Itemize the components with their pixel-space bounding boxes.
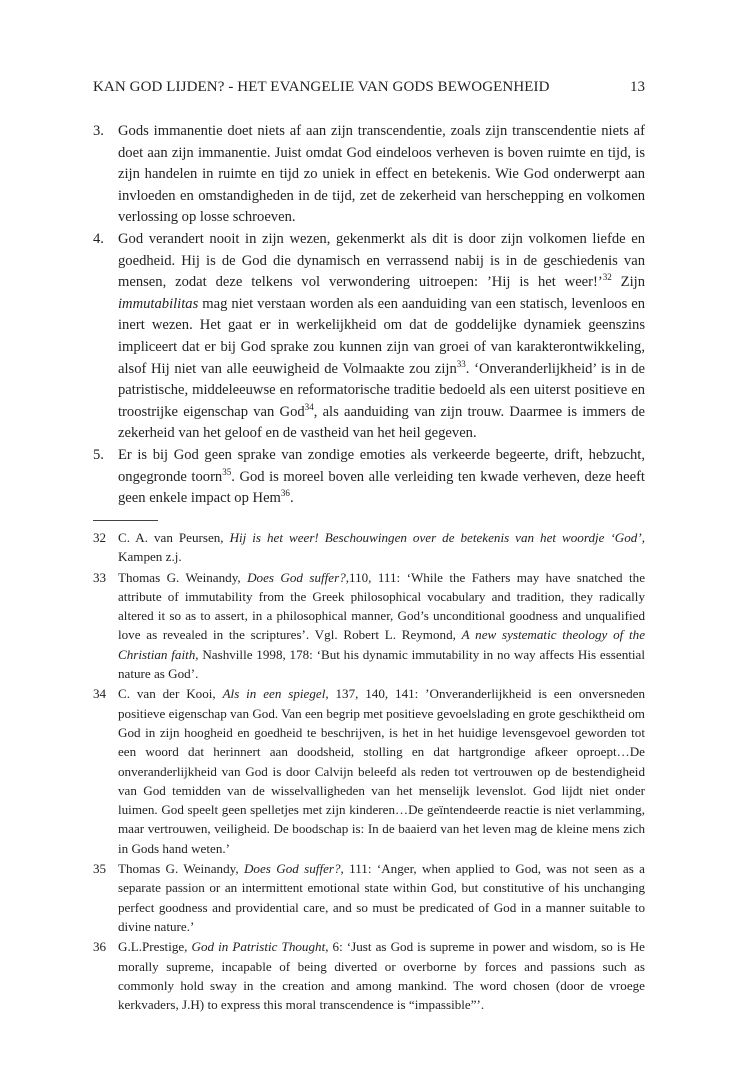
list-item-number: 3. — [93, 123, 104, 139]
footnote-text: , 137, 140, 141: ’Onveranderlijkheid is een onversneden positieve eigenschap van God. Van een begrip met positieve gevoelslading en grote geschiktheid om God in zijn hoogheid en goedheid te beschrijven, is het in het huidige levensgevoel geworden tot een woord dat herinnert aan doodsheid, stolling en dat hartgrondige afkeer oproept…De onveranderlijkheid van God is door Calvijn beleefd als reden tot vertrouwen op de bestendigheid van God temidden van de wisselvalligheden van het menselijk levenslot. God lijdt niet onder luimen. God speelt geen spelletjes met zijn kinderen…De geïntendeerde reactie is niet verlamming, maar vertrouwen, veiligheid. De boodschap is: In de baaierd van het leven mag de kleine mens zich in Gods hand weten.’ — [118, 686, 646, 856]
footnotes — [93, 528, 645, 1015]
list-item-text: . — [289, 490, 294, 507]
list-item-text: mag niet verstaan worden als een aanduiding van een statisch, levenloos en inert wezen. Het gaat er in werkelijkheid om dat de goddelijke dynamiek geenszins impliceert dat er bij God sprake zou kunnen zijn van groei of van karakterontwikkeling, alsof Hij niet van alle eeuwigheid de Volmaakte zou zijn — [118, 295, 645, 377]
footnote-title: Does God suffer?, — [247, 569, 350, 585]
footnote-title: A new systematic theology of the Christian faith, — [118, 627, 645, 662]
footnote — [93, 528, 645, 567]
footnote-title: God in Patristic Thought, — [191, 939, 329, 955]
list-item-emphasis: immutabilitas — [118, 295, 199, 312]
footnote — [93, 568, 645, 684]
list-item-text: . ‘Onveranderlijkheid’ is in de patristische, middeleeuwse en reformatorische traditie bedoeld als een uiterst positieve en troostrijke eigenschap van God — [118, 360, 645, 420]
footnote-title: Als in een spiegel — [222, 686, 326, 702]
list-item-text: , als aanduiding van zijn trouw. Daarmee is immers de zekerheid van het geloof en de vastheid van het heil gegeven. — [118, 403, 646, 442]
list-item-text: Gods immanentie doet niets af aan zijn transcendentie, zoals zijn transcendentie niets af doet aan zijn immanentie. Juist omdat God eindeloos verheven is boven ruimte en tijd, is zijn handelen in ruimte en tijd zo uniek in effect en betekenis. Wie God onderwerpt aan invloeden en omstandigheden in de tijd, zet de zekerheid van herschepping en volkomen verlossing op losse schroeven. — [118, 123, 645, 226]
footnote-title: Hij is het weer! Beschouwingen over de betekenis van het woordje ‘God’, — [229, 530, 645, 545]
list-item-text: Er is bij God geen sprake van zondige emoties als verkeerde begeerte, drift, hebzucht, ongegronde toorn — [118, 446, 645, 485]
page-number: 13 — [630, 79, 645, 95]
footnote-ref[interactable]: 33 — [456, 358, 466, 369]
running-header-title: KAN GOD LIJDEN? - HET EVANGELIE VAN GODS BEWOGENHEID — [93, 79, 550, 95]
main-text — [93, 121, 645, 510]
footnote-text: 110, 111: ‘While the Fathers may have snatched the attribute of immutability from the Greek philosophical vocabulary and tradition, they radically altered it so as to assert, in a philosophical manner, God’s unconditional goodness and unqualified love as revealed in the scriptures’. Vgl. Robert L. Reymond, — [118, 569, 646, 643]
list-item — [93, 229, 645, 445]
list-item-text: . God is moreel boven alle verleiding ten kwade verheven, deze heeft geen enkele impact op Hem — [118, 468, 645, 507]
footnote — [93, 937, 645, 1014]
footnote-number: 32 — [93, 530, 107, 545]
footnote-text: Nashville 1998, 178: ‘But his dynamic immutability in no way affects His essential nature as God’. — [118, 646, 645, 682]
footnote-text: Thomas G. Weinandy, — [118, 569, 248, 585]
list-item-text: Zijn — [611, 274, 645, 291]
footnote-number: 34 — [93, 686, 107, 702]
list-item-text: God verandert nooit in zijn wezen, gekenmerkt als dit is door zijn volkomen liefde en goedheid. Hij is de God die dynamisch en verrassend nabij is in de geschiedenis van mensen, zodat deze telkens vol verwondering uitroepen: ’Hij is het weer!’ — [118, 230, 645, 291]
footnote-separator — [93, 520, 158, 521]
footnote-text: Kampen z.j. — [118, 549, 182, 565]
footnote-ref[interactable]: 34 — [304, 401, 314, 412]
footnote-number: 36 — [93, 939, 107, 955]
list-item — [93, 445, 645, 510]
footnote — [93, 684, 645, 858]
footnote-text: 111: ‘Anger, when applied to God, was not seen as a separate passion or an intermittent emotional state within God, but constitutive of his unchanging perfect goodness and providential care, and so must be predicated of God in a manner suitable to divine nature.’ — [118, 861, 645, 934]
footnote-number: 35 — [93, 861, 107, 877]
footnote-text: C. van der Kooi, — [118, 686, 223, 702]
list-item-number: 5. — [93, 446, 104, 463]
footnote-number: 33 — [93, 569, 107, 585]
footnote-ref[interactable]: 32 — [602, 272, 612, 283]
list-item — [93, 121, 645, 229]
footnote-title: Does God suffer?, — [243, 861, 344, 877]
list-item-number: 4. — [93, 230, 104, 247]
footnote-text: G.L.Prestige, — [118, 939, 192, 955]
footnote-text: C. A. van Peursen, — [118, 530, 230, 545]
footnote-ref[interactable]: 35 — [222, 466, 232, 477]
footnote — [93, 859, 645, 936]
footnote-text: 6: ‘Just as God is supreme in power and wisdom, so is He morally supreme, incapable of being diverted or overborne by forces and passions such as commonly hold sway in the creation and among mankind. The word chosen (door de vroege kerkvaders, J.H) to express this moral transcendence is “impassible”’. — [118, 939, 645, 1013]
footnote-text: Thomas G. Weinandy, — [118, 861, 244, 877]
footnote-ref[interactable]: 36 — [280, 488, 290, 499]
